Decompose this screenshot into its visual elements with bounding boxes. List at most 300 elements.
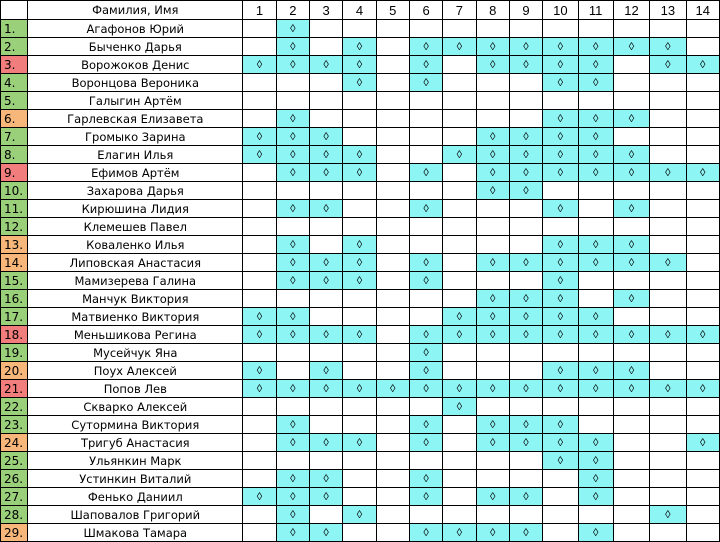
table-row xyxy=(1,308,720,326)
mark-cell: ◊ xyxy=(243,326,276,344)
empty-cell xyxy=(309,398,342,416)
mark-cell: ◊ xyxy=(276,308,309,326)
empty-cell xyxy=(243,254,276,272)
table-row xyxy=(1,236,720,254)
mark-cell: ◊ xyxy=(409,488,442,506)
empty-cell xyxy=(476,398,509,416)
mark-cell: ◊ xyxy=(409,416,442,434)
mark-cell: ◊ xyxy=(276,146,309,164)
mark-cell: ◊ xyxy=(543,272,578,290)
mark-cell: ◊ xyxy=(443,308,476,326)
mark-cell: ◊ xyxy=(276,20,309,38)
student-name: Быченко Дарья xyxy=(28,38,243,56)
empty-cell xyxy=(578,92,613,110)
empty-cell xyxy=(543,488,578,506)
header-col-4: 4 xyxy=(343,1,376,20)
empty-cell xyxy=(376,236,409,254)
empty-cell xyxy=(476,470,509,488)
empty-cell xyxy=(243,344,276,362)
empty-cell xyxy=(686,290,719,308)
empty-cell xyxy=(543,218,578,236)
table-row xyxy=(1,362,720,380)
empty-cell xyxy=(343,20,376,38)
empty-cell xyxy=(343,452,376,470)
mark-cell: ◊ xyxy=(309,254,342,272)
empty-cell xyxy=(686,92,719,110)
student-name: Шмакова Тамара xyxy=(28,524,243,542)
mark-cell: ◊ xyxy=(309,164,342,182)
mark-cell: ◊ xyxy=(543,380,578,398)
mark-cell: ◊ xyxy=(343,272,376,290)
mark-cell: ◊ xyxy=(243,380,276,398)
empty-cell xyxy=(409,128,442,146)
empty-cell xyxy=(376,488,409,506)
mark-cell: ◊ xyxy=(613,290,649,308)
empty-cell xyxy=(613,506,649,524)
header-col-12: 12 xyxy=(613,1,649,20)
empty-cell xyxy=(309,308,342,326)
mark-cell: ◊ xyxy=(509,380,542,398)
mark-cell: ◊ xyxy=(276,434,309,452)
empty-cell xyxy=(409,290,442,308)
mark-cell: ◊ xyxy=(650,380,686,398)
mark-cell: ◊ xyxy=(409,326,442,344)
mark-cell: ◊ xyxy=(578,128,613,146)
empty-cell xyxy=(309,182,342,200)
empty-cell xyxy=(509,200,542,218)
empty-cell xyxy=(376,326,409,344)
student-name: Попов Лев xyxy=(28,380,243,398)
student-name: Галыгин Артём xyxy=(28,92,243,110)
empty-cell xyxy=(443,20,476,38)
row-number: 15. xyxy=(1,272,28,290)
empty-cell xyxy=(509,506,542,524)
row-number: 24. xyxy=(1,434,28,452)
empty-cell xyxy=(409,20,442,38)
row-number: 29. xyxy=(1,524,28,542)
mark-cell: ◊ xyxy=(276,506,309,524)
empty-cell xyxy=(650,218,686,236)
empty-cell xyxy=(376,398,409,416)
empty-cell xyxy=(443,506,476,524)
table-row xyxy=(1,290,720,308)
empty-cell xyxy=(650,362,686,380)
empty-cell xyxy=(613,182,649,200)
mark-cell: ◊ xyxy=(276,56,309,74)
empty-cell xyxy=(276,182,309,200)
empty-cell xyxy=(409,182,442,200)
table-row xyxy=(1,110,720,128)
row-number: 5. xyxy=(1,92,28,110)
empty-cell xyxy=(613,398,649,416)
empty-cell xyxy=(578,398,613,416)
empty-cell xyxy=(476,74,509,92)
row-number: 8. xyxy=(1,146,28,164)
empty-cell xyxy=(443,344,476,362)
empty-cell xyxy=(343,200,376,218)
mark-cell: ◊ xyxy=(650,56,686,74)
mark-cell: ◊ xyxy=(578,488,613,506)
table-row xyxy=(1,74,720,92)
row-number: 25. xyxy=(1,452,28,470)
empty-cell xyxy=(476,272,509,290)
mark-cell: ◊ xyxy=(509,128,542,146)
empty-cell xyxy=(686,74,719,92)
empty-cell xyxy=(613,128,649,146)
empty-cell xyxy=(476,362,509,380)
empty-cell xyxy=(376,218,409,236)
row-number: 1. xyxy=(1,20,28,38)
empty-cell xyxy=(543,182,578,200)
student-name: Фенько Даниил xyxy=(28,488,243,506)
header-col-10: 10 xyxy=(543,1,578,20)
empty-cell xyxy=(686,524,719,542)
mark-cell: ◊ xyxy=(476,146,509,164)
empty-cell xyxy=(243,110,276,128)
mark-cell: ◊ xyxy=(543,290,578,308)
mark-cell: ◊ xyxy=(409,254,442,272)
empty-cell xyxy=(509,20,542,38)
table-row xyxy=(1,380,720,398)
empty-cell xyxy=(243,74,276,92)
mark-cell: ◊ xyxy=(476,524,509,542)
empty-cell xyxy=(578,272,613,290)
empty-cell xyxy=(276,290,309,308)
empty-cell xyxy=(376,254,409,272)
mark-cell: ◊ xyxy=(613,38,649,56)
empty-cell xyxy=(613,56,649,74)
empty-cell xyxy=(613,92,649,110)
empty-cell xyxy=(578,506,613,524)
empty-cell xyxy=(543,524,578,542)
header-col-7: 7 xyxy=(443,1,476,20)
empty-cell xyxy=(343,416,376,434)
empty-cell xyxy=(276,74,309,92)
mark-cell: ◊ xyxy=(409,524,442,542)
table-row xyxy=(1,326,720,344)
row-number: 18. xyxy=(1,326,28,344)
empty-cell xyxy=(509,92,542,110)
mark-cell: ◊ xyxy=(613,236,649,254)
mark-cell: ◊ xyxy=(613,164,649,182)
empty-cell xyxy=(243,416,276,434)
mark-cell: ◊ xyxy=(476,416,509,434)
empty-cell xyxy=(650,146,686,164)
mark-cell: ◊ xyxy=(578,380,613,398)
empty-cell xyxy=(578,290,613,308)
empty-cell xyxy=(686,254,719,272)
empty-cell xyxy=(613,272,649,290)
student-name: Ульянкин Марк xyxy=(28,452,243,470)
empty-cell xyxy=(376,74,409,92)
mark-cell: ◊ xyxy=(276,236,309,254)
empty-cell xyxy=(650,236,686,254)
mark-cell: ◊ xyxy=(686,434,719,452)
empty-cell xyxy=(686,218,719,236)
empty-cell xyxy=(376,146,409,164)
empty-cell xyxy=(376,506,409,524)
mark-cell: ◊ xyxy=(343,74,376,92)
empty-cell xyxy=(613,308,649,326)
empty-cell xyxy=(613,20,649,38)
empty-cell xyxy=(343,128,376,146)
mark-cell: ◊ xyxy=(476,434,509,452)
table-row xyxy=(1,200,720,218)
mark-cell: ◊ xyxy=(543,362,578,380)
row-number: 27. xyxy=(1,488,28,506)
mark-cell: ◊ xyxy=(443,326,476,344)
empty-cell xyxy=(509,452,542,470)
empty-cell xyxy=(376,164,409,182)
table-row xyxy=(1,416,720,434)
empty-cell xyxy=(686,236,719,254)
header-col-11: 11 xyxy=(578,1,613,20)
empty-cell xyxy=(650,416,686,434)
empty-cell xyxy=(376,416,409,434)
empty-cell xyxy=(376,434,409,452)
empty-cell xyxy=(476,92,509,110)
mark-cell: ◊ xyxy=(243,146,276,164)
student-name: Захарова Дарья xyxy=(28,182,243,200)
header-col-1: 1 xyxy=(243,1,276,20)
empty-cell xyxy=(686,398,719,416)
mark-cell: ◊ xyxy=(509,308,542,326)
mark-cell: ◊ xyxy=(578,452,613,470)
mark-cell: ◊ xyxy=(578,110,613,128)
table-row xyxy=(1,506,720,524)
empty-cell xyxy=(376,200,409,218)
mark-cell: ◊ xyxy=(409,362,442,380)
mark-cell: ◊ xyxy=(686,56,719,74)
empty-cell xyxy=(409,146,442,164)
header-col-2: 2 xyxy=(276,1,309,20)
mark-cell: ◊ xyxy=(509,254,542,272)
empty-cell xyxy=(243,236,276,254)
empty-cell xyxy=(243,182,276,200)
empty-cell xyxy=(243,452,276,470)
empty-cell xyxy=(578,416,613,434)
empty-cell xyxy=(686,308,719,326)
mark-cell: ◊ xyxy=(409,164,442,182)
row-number: 22. xyxy=(1,398,28,416)
empty-cell xyxy=(686,362,719,380)
empty-cell xyxy=(243,164,276,182)
mark-cell: ◊ xyxy=(443,146,476,164)
header-col-8: 8 xyxy=(476,1,509,20)
table-row xyxy=(1,254,720,272)
row-number: 12. xyxy=(1,218,28,236)
mark-cell: ◊ xyxy=(650,326,686,344)
mark-cell: ◊ xyxy=(509,488,542,506)
mark-cell: ◊ xyxy=(476,290,509,308)
mark-cell: ◊ xyxy=(543,110,578,128)
student-name: Громыко Зарина xyxy=(28,128,243,146)
header-name-cell: Фамилия, Имя xyxy=(28,1,243,20)
row-number: 10. xyxy=(1,182,28,200)
student-name: Воронцова Вероника xyxy=(28,74,243,92)
empty-cell xyxy=(443,182,476,200)
empty-cell xyxy=(650,20,686,38)
empty-cell xyxy=(243,272,276,290)
empty-cell xyxy=(443,200,476,218)
mark-cell: ◊ xyxy=(578,74,613,92)
student-name: Елагин Илья xyxy=(28,146,243,164)
table-row xyxy=(1,146,720,164)
table-row xyxy=(1,398,720,416)
mark-cell: ◊ xyxy=(578,434,613,452)
empty-cell xyxy=(509,110,542,128)
mark-cell: ◊ xyxy=(309,56,342,74)
mark-cell: ◊ xyxy=(509,38,542,56)
empty-cell xyxy=(443,74,476,92)
row-number: 17. xyxy=(1,308,28,326)
student-name: Коваленко Илья xyxy=(28,236,243,254)
empty-cell xyxy=(443,272,476,290)
empty-cell xyxy=(276,344,309,362)
mark-cell: ◊ xyxy=(276,470,309,488)
header-col-6: 6 xyxy=(409,1,442,20)
mark-cell: ◊ xyxy=(443,398,476,416)
empty-cell xyxy=(650,92,686,110)
empty-cell xyxy=(343,344,376,362)
empty-cell xyxy=(276,218,309,236)
mark-cell: ◊ xyxy=(409,200,442,218)
mark-cell: ◊ xyxy=(276,38,309,56)
empty-cell xyxy=(686,452,719,470)
mark-cell: ◊ xyxy=(276,524,309,542)
empty-cell xyxy=(409,452,442,470)
mark-cell: ◊ xyxy=(578,524,613,542)
empty-cell xyxy=(509,470,542,488)
empty-cell xyxy=(686,128,719,146)
empty-cell xyxy=(376,20,409,38)
table-row xyxy=(1,20,720,38)
empty-cell xyxy=(409,218,442,236)
student-name: Ефимов Артём xyxy=(28,164,243,182)
mark-cell: ◊ xyxy=(578,326,613,344)
empty-cell xyxy=(650,470,686,488)
empty-cell xyxy=(309,20,342,38)
mark-cell: ◊ xyxy=(343,434,376,452)
table-row xyxy=(1,272,720,290)
mark-cell: ◊ xyxy=(376,380,409,398)
mark-cell: ◊ xyxy=(613,110,649,128)
mark-cell: ◊ xyxy=(443,38,476,56)
student-name: Клемешев Павел xyxy=(28,218,243,236)
empty-cell xyxy=(343,290,376,308)
mark-cell: ◊ xyxy=(543,236,578,254)
mark-cell: ◊ xyxy=(276,416,309,434)
mark-cell: ◊ xyxy=(243,308,276,326)
empty-cell xyxy=(613,524,649,542)
mark-cell: ◊ xyxy=(476,182,509,200)
empty-cell xyxy=(443,488,476,506)
mark-cell: ◊ xyxy=(543,146,578,164)
mark-cell: ◊ xyxy=(543,254,578,272)
empty-cell xyxy=(509,398,542,416)
empty-cell xyxy=(650,524,686,542)
empty-cell xyxy=(650,182,686,200)
empty-cell xyxy=(578,20,613,38)
student-name: Шаповалов Григорий xyxy=(28,506,243,524)
mark-cell: ◊ xyxy=(343,506,376,524)
table-row xyxy=(1,164,720,182)
empty-cell xyxy=(613,488,649,506)
empty-cell xyxy=(686,470,719,488)
empty-cell xyxy=(443,362,476,380)
student-name: Кирюшина Лидия xyxy=(28,200,243,218)
empty-cell xyxy=(509,236,542,254)
empty-cell xyxy=(376,110,409,128)
empty-cell xyxy=(543,470,578,488)
mark-cell: ◊ xyxy=(509,434,542,452)
empty-cell xyxy=(443,236,476,254)
empty-cell xyxy=(613,434,649,452)
empty-cell xyxy=(578,200,613,218)
table-row xyxy=(1,182,720,200)
mark-cell: ◊ xyxy=(543,74,578,92)
mark-cell: ◊ xyxy=(686,380,719,398)
mark-cell: ◊ xyxy=(243,362,276,380)
mark-cell: ◊ xyxy=(578,38,613,56)
empty-cell xyxy=(243,506,276,524)
empty-cell xyxy=(343,362,376,380)
empty-cell xyxy=(686,416,719,434)
mark-cell: ◊ xyxy=(276,380,309,398)
empty-cell xyxy=(509,218,542,236)
student-name: Мамизерева Галина xyxy=(28,272,243,290)
empty-cell xyxy=(343,308,376,326)
empty-cell xyxy=(309,218,342,236)
mark-cell: ◊ xyxy=(309,434,342,452)
mark-cell: ◊ xyxy=(409,272,442,290)
mark-cell: ◊ xyxy=(578,56,613,74)
mark-cell: ◊ xyxy=(613,380,649,398)
header-number-cell xyxy=(1,1,28,20)
table-row xyxy=(1,452,720,470)
mark-cell: ◊ xyxy=(343,146,376,164)
empty-cell xyxy=(309,110,342,128)
empty-cell xyxy=(509,74,542,92)
empty-cell xyxy=(376,128,409,146)
empty-cell xyxy=(343,470,376,488)
mark-cell: ◊ xyxy=(509,416,542,434)
mark-cell: ◊ xyxy=(613,146,649,164)
row-number: 19. xyxy=(1,344,28,362)
row-number: 11. xyxy=(1,200,28,218)
empty-cell xyxy=(686,488,719,506)
empty-cell xyxy=(476,506,509,524)
empty-cell xyxy=(309,236,342,254)
mark-cell: ◊ xyxy=(343,254,376,272)
empty-cell xyxy=(543,20,578,38)
mark-cell: ◊ xyxy=(276,110,309,128)
empty-cell xyxy=(409,110,442,128)
empty-cell xyxy=(243,38,276,56)
empty-cell xyxy=(309,92,342,110)
empty-cell xyxy=(343,398,376,416)
mark-cell: ◊ xyxy=(543,200,578,218)
empty-cell xyxy=(343,218,376,236)
mark-cell: ◊ xyxy=(309,470,342,488)
mark-cell: ◊ xyxy=(543,326,578,344)
mark-cell: ◊ xyxy=(276,200,309,218)
mark-cell: ◊ xyxy=(686,326,719,344)
empty-cell xyxy=(650,110,686,128)
mark-cell: ◊ xyxy=(578,254,613,272)
mark-cell: ◊ xyxy=(509,182,542,200)
row-number: 28. xyxy=(1,506,28,524)
